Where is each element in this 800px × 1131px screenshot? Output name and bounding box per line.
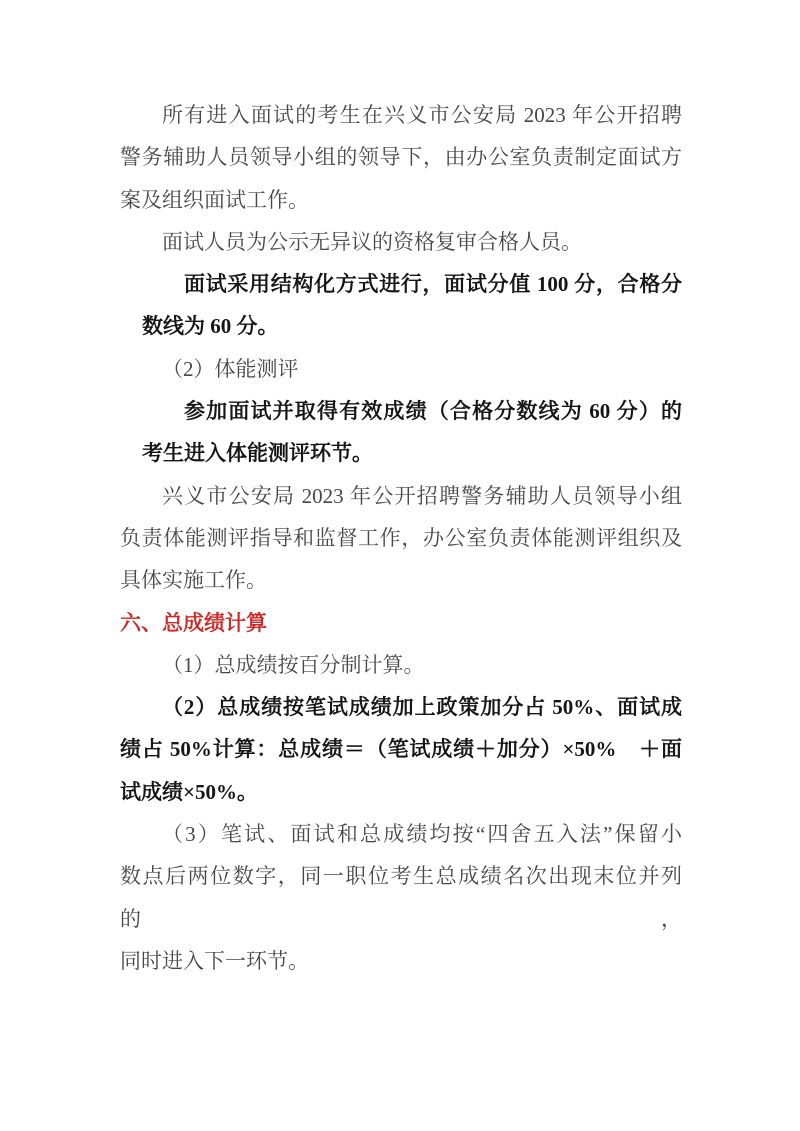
section-heading-text: 六、总成绩计算: [120, 610, 267, 635]
text-line: 负责体能测评指导和监督工作，办公室负责体能测评组织及: [120, 525, 682, 550]
text-line: 面试人员为公示无异议的资格复审合格人员。: [162, 229, 582, 254]
section-heading-total-score: [120, 602, 682, 644]
text-line: 兴义市公安局 2023 年公开招聘警务辅助人员领导小组: [162, 483, 682, 508]
text-line: 警务辅助人员领导小组的领导下，由办公室负责制定面试方: [120, 145, 682, 170]
text-line: 数点后两位数字，同一职位考生总成绩名次出现末位并列的，: [120, 864, 682, 931]
text-line: 试成绩×50%。: [120, 779, 258, 804]
text-line: （1）总成绩按百分制计算。: [162, 652, 425, 677]
paragraph-total-score-rule-2: [120, 686, 682, 813]
text-line: 绩占 50%计算：总成绩＝（笔试成绩＋加分）×50% ＋面: [120, 737, 682, 762]
paragraph-total-score-rule-1: [120, 644, 682, 686]
text-line: 考生进入体能测评环节。: [142, 441, 373, 466]
paragraph-physical-test-responsibility: [120, 475, 682, 602]
text-line: （2）总成绩按笔试成绩加上政策加分占 50%、面试成: [162, 695, 682, 720]
text-line: 所有进入面试的考生在兴义市公安局 2023 年公开招聘: [162, 103, 682, 127]
paragraph-interview-organization: [120, 94, 682, 221]
document-text-block: [120, 94, 682, 982]
paragraph-total-score-rule-3: [120, 813, 682, 982]
text-line: 面试采用结构化方式进行，面试分值 100 分，合格分: [184, 272, 682, 297]
text-line: 案及组织面试工作。: [120, 187, 309, 212]
paragraph-physical-test-entry: [142, 390, 682, 475]
text-line: 数线为 60 分。: [142, 314, 279, 339]
text-line: 具体实施工作。: [120, 568, 267, 593]
text-line: 同时进入下一环节。: [120, 948, 309, 973]
text-line: （2）体能测评: [162, 356, 299, 381]
text-line: 参加面试并取得有效成绩（合格分数线为 60 分）的: [184, 399, 682, 424]
paragraph-interview-candidates: [120, 221, 682, 263]
paragraph-interview-structured: [142, 263, 682, 348]
paragraph-physical-test-title: [120, 348, 682, 390]
text-line: （3）笔试、面试和总成绩均按“四舍五入法”保留小: [162, 822, 682, 847]
